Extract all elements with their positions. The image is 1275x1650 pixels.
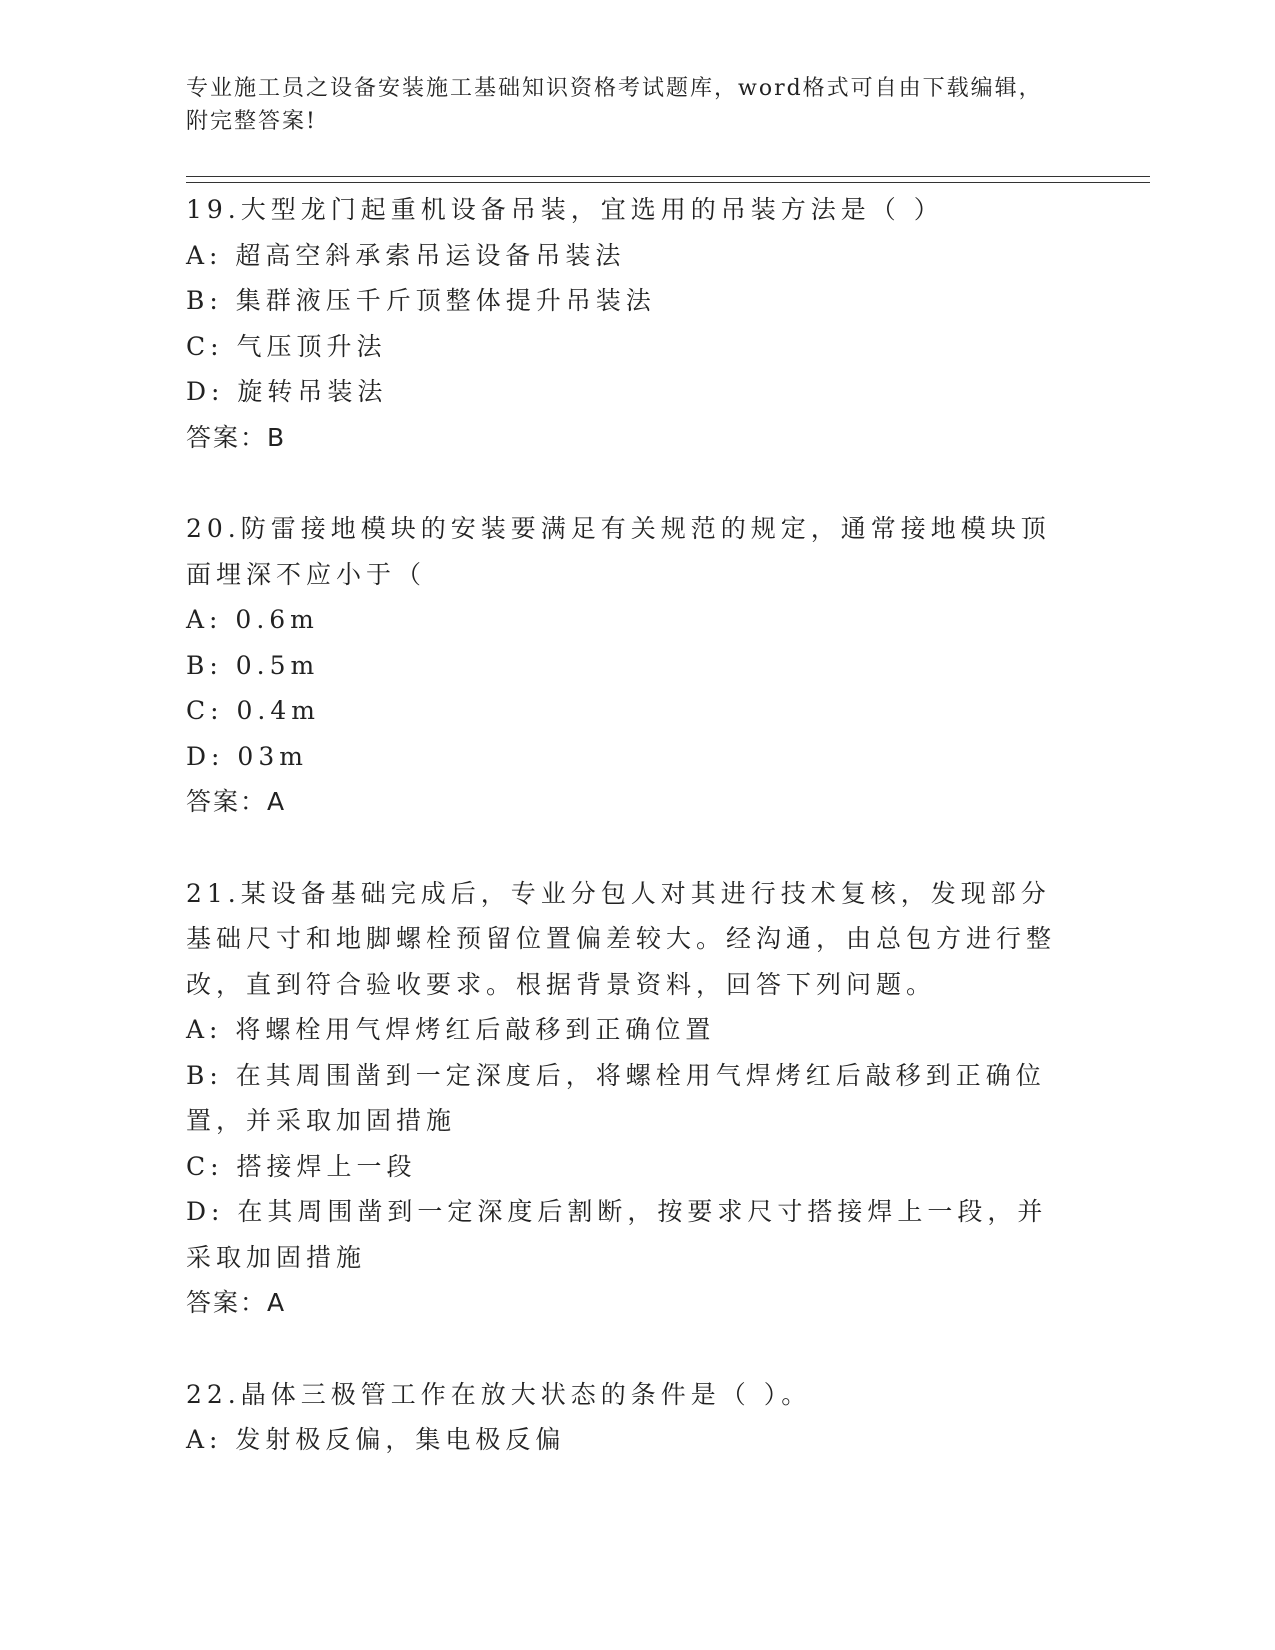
question-list bbox=[186, 187, 1076, 1509]
option-c: C: 0.4m bbox=[186, 696, 320, 725]
option-b: B: 集群液压千斤顶整体提升吊装法 bbox=[186, 286, 656, 315]
question-stem: 21.某设备基础完成后，专业分包人对其进行技术复核，发现部分基础尺寸和地脚螺栓预留位置偏差较大。经沟通，由总包方进行整改，直到符合验收要求。根据背景资料，回答下列问题。 bbox=[186, 878, 1057, 999]
option-a: A: 0.6m bbox=[186, 605, 319, 634]
question-stem: 19.大型龙门起重机设备吊装，宜选用的吊装方法是（ ） bbox=[186, 195, 944, 224]
answer: 答案：A bbox=[186, 787, 287, 816]
option-a: A: 超高空斜承索吊运设备吊装法 bbox=[186, 240, 626, 270]
question-22 bbox=[186, 1372, 1076, 1463]
option-d: D: 03m bbox=[186, 741, 308, 771]
header-title-line-2: 附完整答案! bbox=[186, 109, 317, 134]
header-rule-bottom bbox=[186, 182, 1150, 183]
question-21 bbox=[186, 871, 1076, 1326]
option-b: B: 在其周围凿到一定深度后，将螺栓用气焊烤红后敲移到正确位置，并采取加固措施 bbox=[186, 1060, 1046, 1135]
option-d: D: 旋转吊装法 bbox=[186, 377, 388, 406]
question-stem: 22.晶体三极管工作在放大状态的条件是（ ）。 bbox=[186, 1379, 812, 1409]
question-19 bbox=[186, 187, 1076, 460]
answer: 答案：A bbox=[186, 1288, 287, 1317]
document-header bbox=[186, 72, 1066, 138]
option-d: D: 在其周围凿到一定深度后割断，按要求尺寸搭接焊上一段，并采取加固措施 bbox=[186, 1197, 1048, 1272]
question-20 bbox=[186, 506, 1076, 825]
option-a: A: 将螺栓用气焊烤红后敲移到正确位置 bbox=[186, 1015, 716, 1044]
option-a: A: 发射极反偏，集电极反偏 bbox=[186, 1425, 566, 1454]
option-b: B: 0.5m bbox=[186, 650, 320, 680]
answer: 答案：B bbox=[186, 422, 287, 452]
header-rule-top bbox=[186, 176, 1150, 177]
option-c: C: 气压顶升法 bbox=[186, 331, 387, 361]
question-stem: 20.防雷接地模块的安装要满足有关规范的规定，通常接地模块顶面埋深不应小于（ bbox=[186, 514, 1051, 589]
option-c: C: 搭接焊上一段 bbox=[186, 1151, 417, 1181]
header-title-line-1: 专业施工员之设备安装施工基础知识资格考试题库，word格式可自由下载编辑， bbox=[186, 76, 1043, 101]
